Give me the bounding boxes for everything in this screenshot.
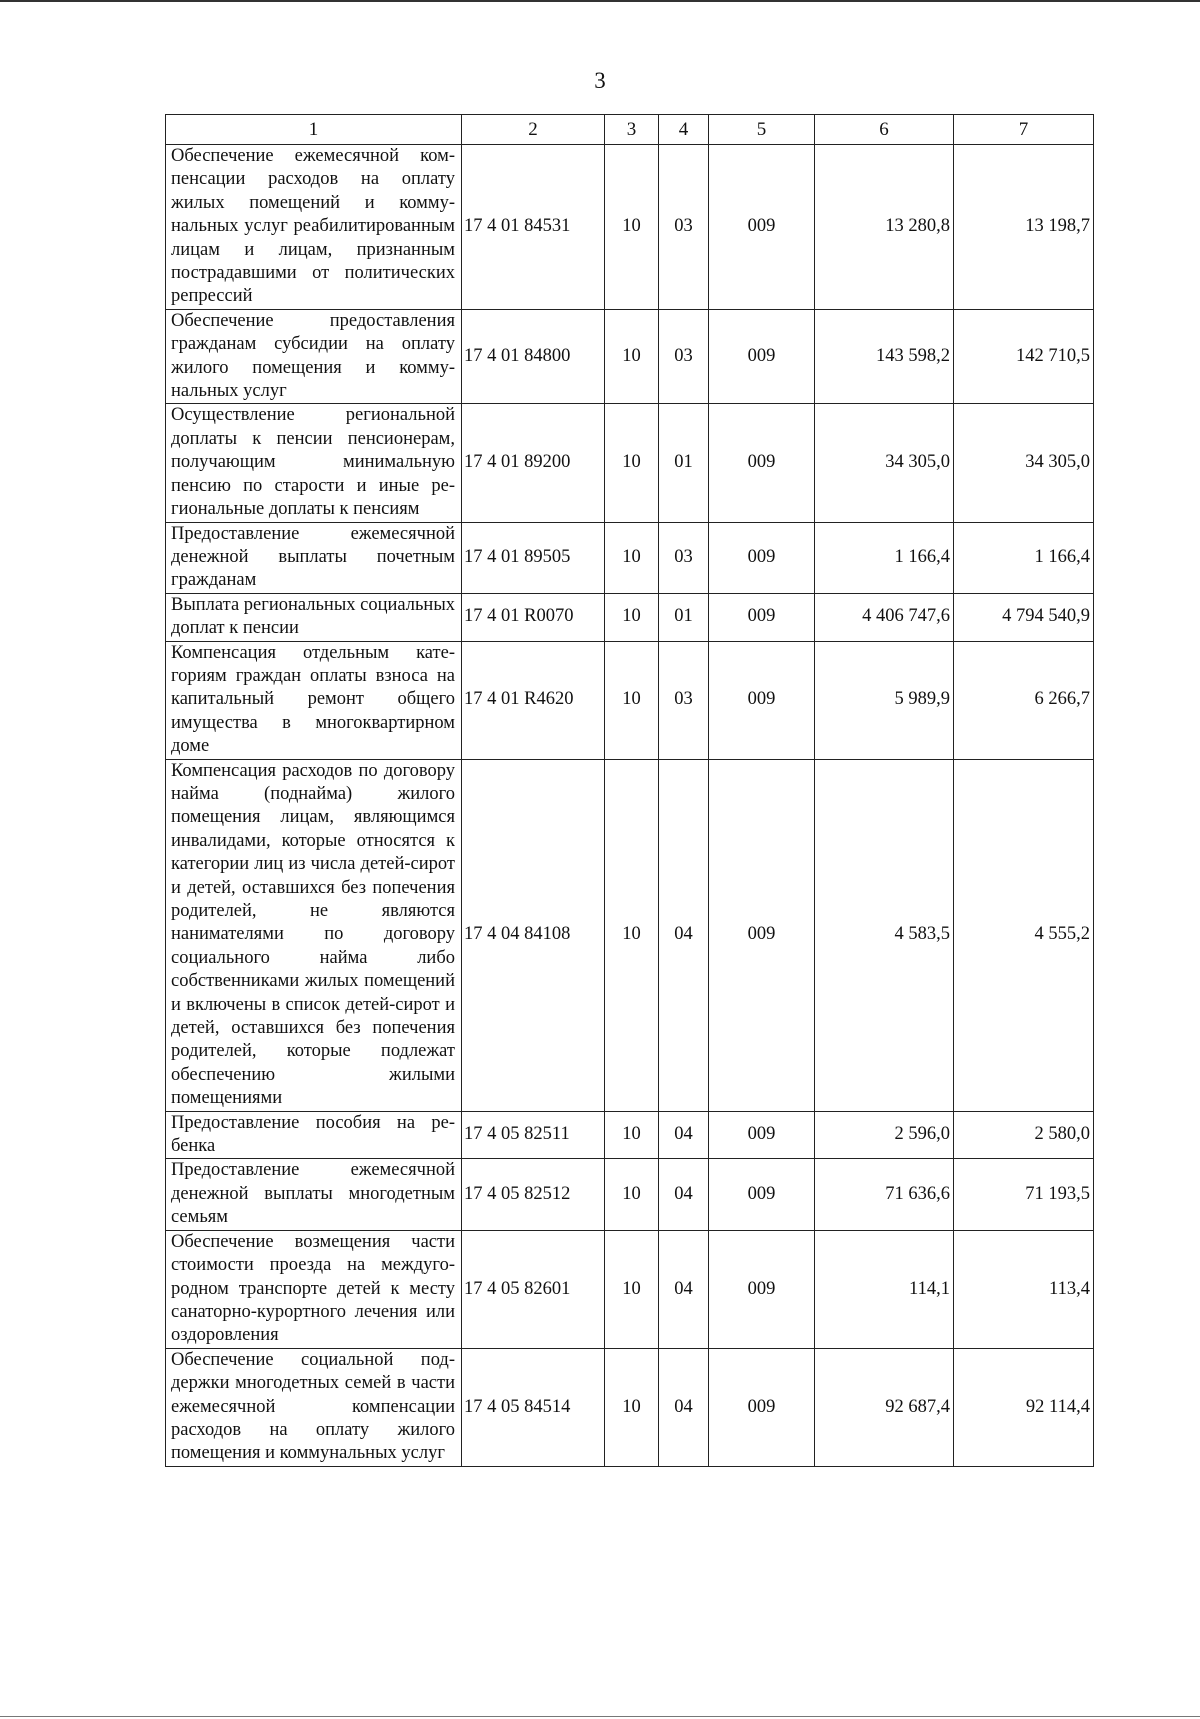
column-header: 1 [166,115,462,145]
department-code: 009 [709,1111,815,1159]
table-row [166,1159,1094,1230]
subsection-code: 03 [659,522,709,593]
amount-col6: 2 596,0 [815,1111,954,1159]
column-header: 6 [815,115,954,145]
expense-name: Осуществление региональной доплаты к пенсии пенсионерам, получающим минимальную пенсию по старости и иные региональные доплаты к пенсиям [166,404,462,522]
target-article-code: 17 4 05 84514 [462,1348,605,1466]
subsection-code: 04 [659,1111,709,1159]
subsection-code: 04 [659,1230,709,1348]
section-code: 10 [605,1111,659,1159]
target-article-code: 17 4 01 89200 [462,404,605,522]
table-row [166,1348,1094,1466]
section-code: 10 [605,309,659,404]
subsection-code: 01 [659,593,709,641]
subsection-code: 04 [659,1159,709,1230]
amount-col6: 4 406 747,6 [815,593,954,641]
top-border-line [0,0,1200,2]
section-code: 10 [605,1159,659,1230]
target-article-code: 17 4 01 89505 [462,522,605,593]
amount-col6: 92 687,4 [815,1348,954,1466]
department-code: 009 [709,1230,815,1348]
amount-col6: 1 166,4 [815,522,954,593]
amount-col6: 13 280,8 [815,145,954,310]
amount-col7: 6 266,7 [954,641,1094,759]
expense-name: Обеспечение ежемесячной компенсации расходов на оплату жилых помещений и коммунальных услуг реабилитированным лицам и лицам, признанным пострадавшими от политических репрессий [166,145,462,310]
subsection-code: 04 [659,759,709,1111]
table-row [166,593,1094,641]
expense-name: Компенсация расходов по договору найма (поднайма) жилого помещения лицам, являющимся инвалидами, которые относятся к категории лиц из числа детей-сирот и детей, оставшихся без попечения родителей, не являются нанимателями по договору социального найма либо собственниками жилых помещений и включены в список детей-сирот и детей, оставшихся без попечения родителей, которые подлежат обеспечению жилыми помещениями [166,759,462,1111]
amount-col6: 114,1 [815,1230,954,1348]
department-code: 009 [709,404,815,522]
section-code: 10 [605,404,659,522]
expense-name: Компенсация отдельным категориям граждан оплаты взноса на капитальный ремонт общего имущества в многоквартирном доме [166,641,462,759]
department-code: 009 [709,1159,815,1230]
subsection-code: 03 [659,309,709,404]
subsection-code: 04 [659,1348,709,1466]
table-row [166,145,1094,310]
subsection-code: 03 [659,145,709,310]
column-header: 3 [605,115,659,145]
department-code: 009 [709,1348,815,1466]
table-row [166,759,1094,1111]
expense-name: Обеспечение социальной поддержки многодетных семей в части ежемесячной компенсации расходов на оплату жилого помещения и коммунальных услуг [166,1348,462,1466]
target-article-code: 17 4 01 R0070 [462,593,605,641]
section-code: 10 [605,641,659,759]
amount-col6: 5 989,9 [815,641,954,759]
amount-col7: 34 305,0 [954,404,1094,522]
expense-name: Предоставление ежемесячной денежной выплаты многодетным семьям [166,1159,462,1230]
amount-col6: 143 598,2 [815,309,954,404]
expense-name: Выплата региональных социальных доплат к пенсии [166,593,462,641]
table-header-row [166,115,1094,145]
target-article-code: 17 4 01 84531 [462,145,605,310]
target-article-code: 17 4 01 R4620 [462,641,605,759]
amount-col7: 92 114,4 [954,1348,1094,1466]
department-code: 009 [709,641,815,759]
amount-col7: 4 555,2 [954,759,1094,1111]
amount-col7: 142 710,5 [954,309,1094,404]
subsection-code: 01 [659,404,709,522]
expense-name: Предоставление пособия на ребенка [166,1111,462,1159]
table-row [166,309,1094,404]
amount-col7: 71 193,5 [954,1159,1094,1230]
amount-col7: 113,4 [954,1230,1094,1348]
amount-col7: 2 580,0 [954,1111,1094,1159]
column-header: 4 [659,115,709,145]
section-code: 10 [605,1230,659,1348]
table-row [166,404,1094,522]
amount-col7: 13 198,7 [954,145,1094,310]
expense-name: Предоставление ежемесячной денежной выплаты почетным гражданам [166,522,462,593]
expense-name: Обеспечение возмещения части стоимости проезда на междугородном транспорте детей к месту санаторно-курортного лечения или оздоровления [166,1230,462,1348]
section-code: 10 [605,1348,659,1466]
target-article-code: 17 4 05 82512 [462,1159,605,1230]
department-code: 009 [709,309,815,404]
subsection-code: 03 [659,641,709,759]
department-code: 009 [709,593,815,641]
column-header: 2 [462,115,605,145]
column-header: 5 [709,115,815,145]
target-article-code: 17 4 05 82601 [462,1230,605,1348]
table-row [166,1230,1094,1348]
section-code: 10 [605,593,659,641]
section-code: 10 [605,145,659,310]
department-code: 009 [709,759,815,1111]
amount-col6: 71 636,6 [815,1159,954,1230]
column-header: 7 [954,115,1094,145]
amount-col6: 34 305,0 [815,404,954,522]
amount-col7: 4 794 540,9 [954,593,1094,641]
table-row [166,641,1094,759]
department-code: 009 [709,145,815,310]
table-row [166,522,1094,593]
table-row [166,1111,1094,1159]
expense-name: Обеспечение предоставления гражданам субсидии на оплату жилого помещения и коммунальных услуг [166,309,462,404]
department-code: 009 [709,522,815,593]
page-number: 3 [594,68,606,93]
section-code: 10 [605,759,659,1111]
target-article-code: 17 4 01 84800 [462,309,605,404]
target-article-code: 17 4 05 82511 [462,1111,605,1159]
bottom-border-line [0,1716,1200,1717]
amount-col7: 1 166,4 [954,522,1094,593]
amount-col6: 4 583,5 [815,759,954,1111]
section-code: 10 [605,522,659,593]
target-article-code: 17 4 04 84108 [462,759,605,1111]
budget-table [165,114,1094,1467]
